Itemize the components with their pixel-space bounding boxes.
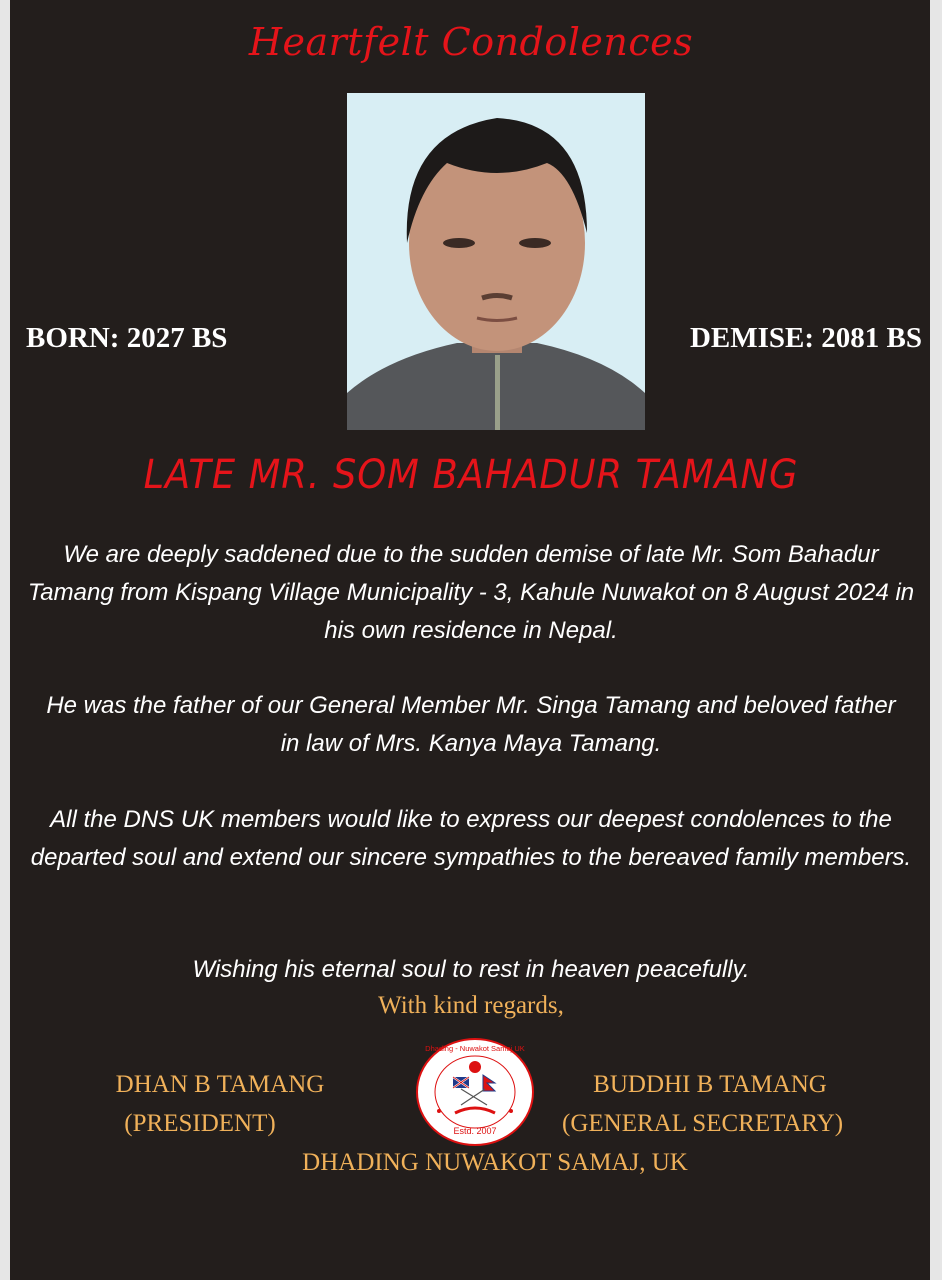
born-date: BORN: 2027 BS [26,322,228,354]
logo-estd-text: Estd. 2007 [453,1126,497,1136]
message-paragraph-3: All the DNS UK members would like to express our deepest condolences to the departed soul and extend our sincere sympathies to the bereaved family members. [30,806,912,871]
signatory-secretary-name: BUDDHI B TAMANG [593,1071,827,1098]
organization-logo [415,1037,535,1147]
poster-title: Heartfelt Condolences [248,20,694,64]
message-paragraph-4: Wishing his eternal soul to rest in heaven peacefully. [192,956,750,983]
message-paragraph-2: He was the father of our General Member Mr. Singa Tamang and beloved father in law of Mrs. Kanya Maya Tamang. [46,692,896,757]
portrait-photo [347,93,645,430]
demise-date: DEMISE: 2081 BS [689,322,922,354]
logo-ring-text: Dhading - Nuwakot Samaj UK [425,1044,525,1053]
signatory-president-role: (PRESIDENT) [124,1110,276,1137]
signatory-president-name: DHAN B TAMANG [115,1071,325,1098]
regards-text: With kind regards, [378,992,564,1019]
deceased-name: LATE MR. SOM BAHADUR TAMANG [143,452,799,498]
signatory-secretary-role: (GENERAL SECRETARY) [562,1110,844,1137]
organization-name: DHADING NUWAKOT SAMAJ, UK [302,1149,688,1176]
message-paragraph-1: We are deeply saddened due to the sudden demise of late Mr. Som Bahadur Tamang from Kispang Village Municipality - 3, Kahule Nuwakot on 8 August 2024 in his own residence in Nepal. [27,541,915,644]
